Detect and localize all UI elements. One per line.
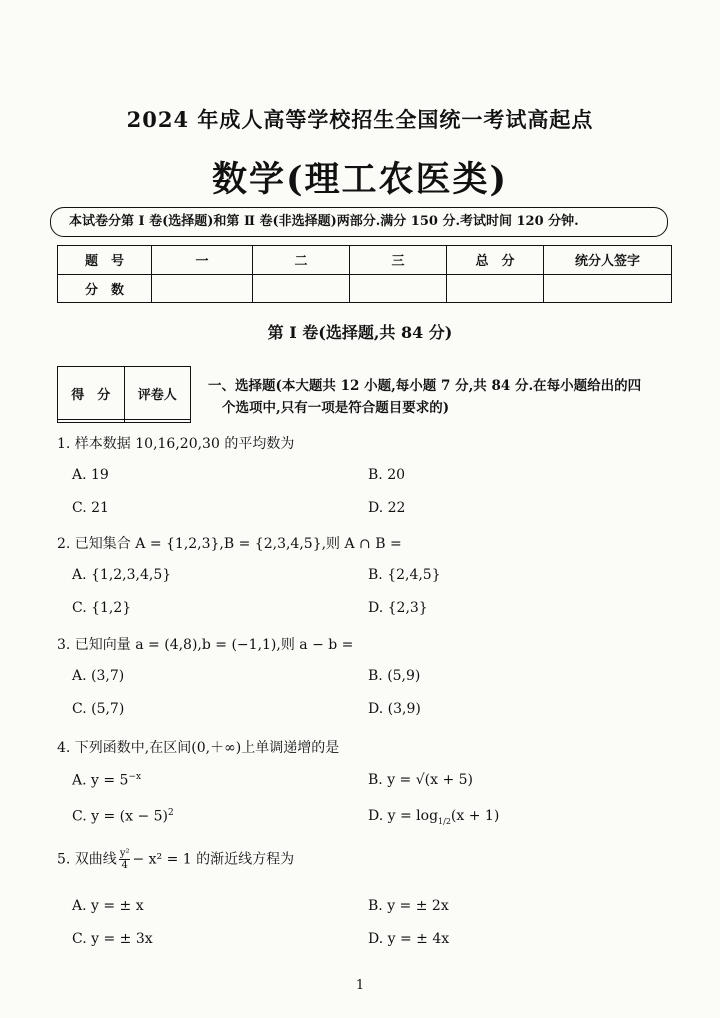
- score-table-cell: 二: [253, 246, 350, 275]
- q4-option-b: B. y = √(x + 5): [368, 772, 474, 788]
- q1-option-d: D. 22: [368, 500, 406, 516]
- section-title: 第 Ⅰ 卷(选择题,共 84 分): [267, 323, 453, 342]
- score-entry-cell: [350, 274, 447, 303]
- question-5-stem: [57, 848, 294, 871]
- score-table-cell: 分 数: [58, 274, 152, 303]
- q1-option-a: A. 19: [72, 467, 109, 483]
- instruction-line: 个选项中,只有一项是符合题目要求的): [222, 400, 450, 416]
- q5-stem-post: − x² = 1 的渐近线方程为: [132, 851, 295, 868]
- score-table-cell: 统分人签字: [544, 246, 672, 275]
- score-table-cell: 一: [152, 246, 253, 275]
- q1-option-c: C. 21: [72, 500, 109, 516]
- q3-option-a: A. (3,7): [72, 668, 125, 684]
- q2-option-d: D. {2,3}: [368, 600, 428, 616]
- question-3-stem: 3. 已知向量 a = (4,8),b = (−1,1),则 a − b =: [57, 637, 354, 653]
- q5-fraction: [119, 848, 131, 871]
- score-entry-cell: [253, 274, 350, 303]
- score-table-cell: 三: [350, 246, 447, 275]
- score-table-cell: 总 分: [447, 246, 544, 275]
- q1-option-b: B. 20: [368, 467, 406, 483]
- question-4-stem: 4. 下列函数中,在区间(0,＋∞)上单调递增的是: [57, 740, 340, 756]
- q5-option-b: B. y = ± 2x: [368, 898, 449, 914]
- q4-option-d-base: 1/2: [438, 816, 451, 826]
- q5-stem-pre: 5. 双曲线: [57, 851, 117, 868]
- section-instructions: [208, 375, 668, 419]
- grader-name-cell: [124, 420, 191, 423]
- exam-subject-title: 数学(理工农医类): [211, 159, 509, 200]
- score-entry-cell: [544, 274, 672, 303]
- q3-option-d: D. (3,9): [368, 701, 421, 717]
- exam-header-title: 2024 年成人高等学校招生全国统一考试高起点: [126, 107, 594, 132]
- q4-option-d-text: D. y = log: [368, 808, 439, 824]
- q4-option-a: [72, 772, 141, 789]
- question-1-stem: 1. 样本数据 10,16,20,30 的平均数为: [57, 436, 295, 452]
- page-number: 1: [355, 978, 365, 993]
- q5-fraction-numerator: y²: [119, 848, 130, 859]
- q2-option-b: B. {2,4,5}: [368, 567, 441, 583]
- grader-score-cell: [58, 420, 125, 423]
- grader-score-label: 得 分: [58, 367, 125, 420]
- q2-option-c: C. {1,2}: [72, 600, 132, 616]
- q3-option-c: C. (5,7): [72, 701, 125, 717]
- q4-option-c-text: C. y = (x − 5): [72, 808, 169, 825]
- grader-table: [57, 366, 191, 423]
- q2-option-a: A. {1,2,3,4,5}: [72, 567, 172, 583]
- score-table-header-row: [58, 246, 672, 275]
- q4-option-a-text: A. y = 5: [72, 772, 129, 789]
- q4-option-a-exponent: −x: [128, 772, 142, 782]
- q4-option-c-exponent: 2: [168, 808, 174, 818]
- q5-option-d: D. y = ± 4x: [368, 931, 450, 947]
- score-table-score-row: [58, 274, 672, 303]
- question-2-stem: 2. 已知集合 A = {1,2,3},B = {2,3,4,5},则 A ∩ B =: [57, 536, 402, 552]
- q4-option-d-tail: (x + 1): [450, 808, 500, 824]
- score-table: [57, 245, 672, 303]
- instruction-line: 一、选择题(本大题共 12 小题,每小题 7 分,共 84 分.在每小题给出的四: [208, 378, 642, 394]
- q4-option-c: [72, 808, 174, 825]
- grader-name-label: 评卷人: [124, 367, 191, 420]
- score-table-cell: 题 号: [58, 246, 152, 275]
- q5-option-c: C. y = ± 3x: [72, 931, 153, 947]
- score-entry-cell: [447, 274, 544, 303]
- q3-option-b: B. (5,9): [368, 668, 421, 684]
- exam-notice: 本试卷分第 Ⅰ 卷(选择题)和第 Ⅱ 卷(非选择题)两部分.满分 150 分.考试时间 120 分钟.: [50, 207, 668, 237]
- score-entry-cell: [152, 274, 253, 303]
- q5-option-a: A. y = ± x: [72, 898, 144, 914]
- q4-option-d: [368, 808, 499, 826]
- q5-fraction-denominator: 4: [121, 860, 128, 871]
